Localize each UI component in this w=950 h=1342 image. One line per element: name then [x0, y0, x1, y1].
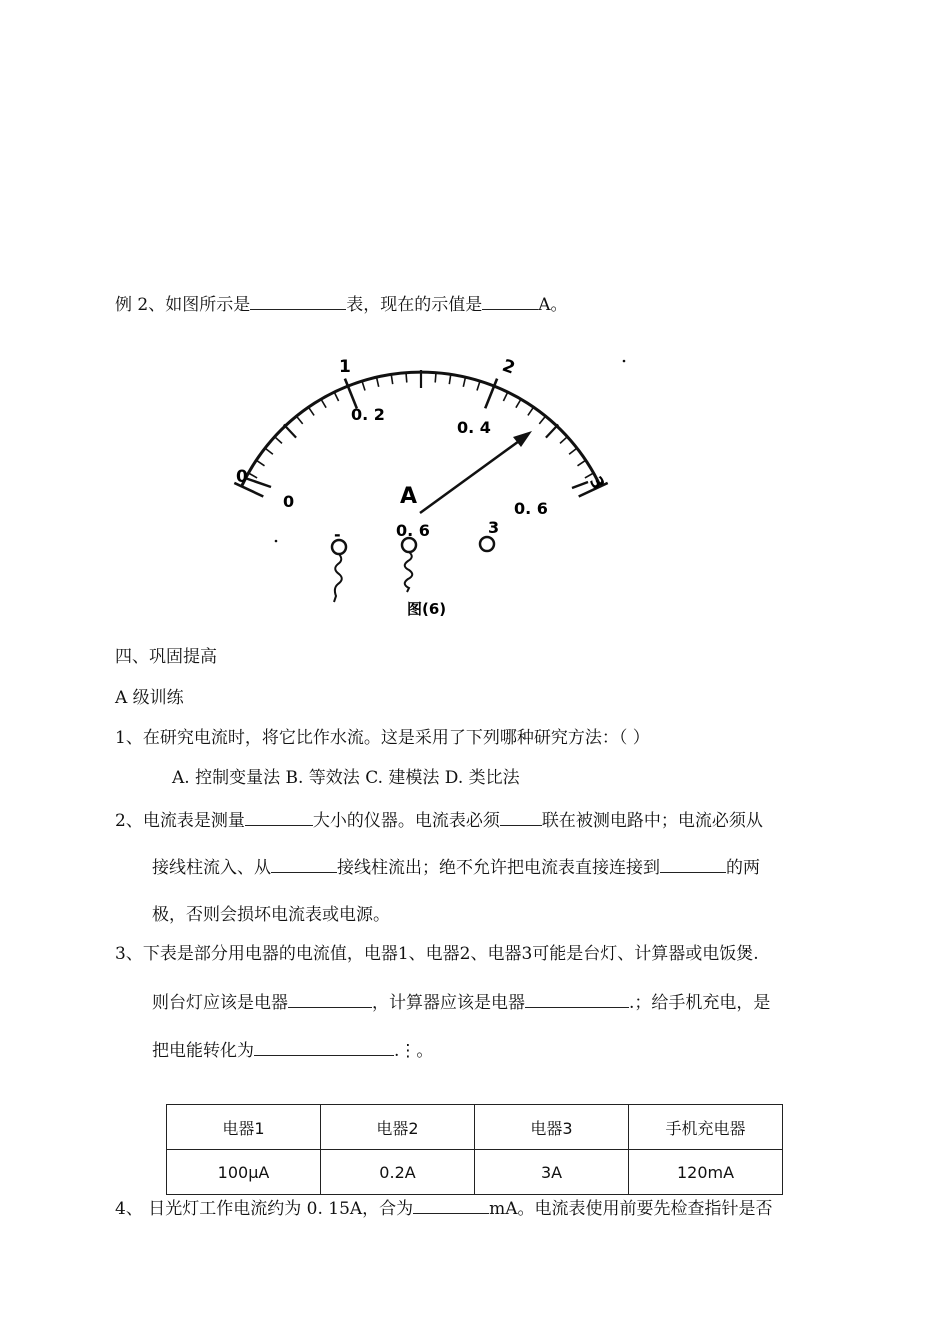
table-header-cell: 电器2 — [321, 1105, 475, 1150]
answer-blank[interactable] — [482, 292, 538, 310]
table-cell: 100μA — [167, 1150, 321, 1195]
scale-label-top-3: 3 — [584, 473, 609, 494]
scale-tick — [463, 377, 465, 387]
scale-tick — [585, 473, 594, 478]
wire-coil-middle — [405, 552, 413, 592]
answer-blank[interactable] — [500, 808, 542, 826]
terminal-label-negative: - — [334, 525, 341, 544]
table-cell: 0.2A — [321, 1150, 475, 1195]
answer-blank[interactable] — [525, 990, 629, 1008]
q2-text: 接线柱流入、从 — [152, 858, 271, 878]
scale-label-top-1: 1 — [339, 357, 351, 377]
question-2-line-1 — [115, 808, 763, 833]
table-header-cell: 手机充电器 — [629, 1105, 783, 1150]
question-3-line-2 — [152, 990, 770, 1015]
wire-coil-left — [334, 554, 342, 602]
example-2-text-c: A。 — [538, 295, 568, 315]
question-3-line-3 — [152, 1038, 433, 1063]
question-3-line-1: 3、下表是部分用电器的电流值，电器1、电器2、电器3可能是台灯、计算器或电饭煲. — [115, 944, 759, 964]
scale-tick — [275, 437, 282, 444]
ammeter-figure — [220, 340, 640, 630]
speck — [623, 360, 626, 363]
ammeter-symbol: A — [400, 484, 418, 509]
terminal-label-0-6: 0. 6 — [396, 521, 430, 540]
scale-tick — [560, 437, 567, 444]
table-header-row — [167, 1105, 783, 1150]
answer-blank[interactable] — [288, 990, 372, 1008]
level-title: A 级训练 — [115, 688, 184, 708]
scale-tick — [256, 460, 264, 466]
q2-text: 2、电流表是测量 — [115, 811, 245, 831]
scale-tick — [248, 473, 257, 478]
q2-text: 的两 — [726, 858, 760, 878]
figure-caption: 图(6) — [407, 600, 447, 618]
scale-arc — [242, 372, 601, 486]
example-2-text-a: 例 2、如图所示是 — [115, 295, 251, 315]
scale-tick — [362, 381, 365, 391]
question-4 — [115, 1196, 773, 1221]
terminal-label-3: 3 — [488, 518, 500, 537]
scale-label-bottom-0: 0 — [283, 492, 295, 511]
scale-label-bottom-2: 0. 4 — [457, 418, 491, 437]
q3-text: 则台灯应该是电器 — [152, 993, 288, 1013]
q4-text: 4、 日光灯工作电流约为 0. 15A，合为 — [115, 1199, 414, 1219]
question-2-line-3: 极，否则会损坏电流表或电源。 — [152, 905, 390, 925]
scale-label-bottom-3: 0. 6 — [514, 499, 548, 518]
q2-text: 接线柱流出；绝不允许把电流表直接连接到 — [337, 858, 660, 878]
q3-text: .；给手机充电，是 — [629, 993, 771, 1013]
question-1: 1、在研究电流时，将它比作水流。这是采用了下列哪种研究方法：（ ） — [115, 728, 650, 748]
answer-blank[interactable] — [250, 292, 346, 310]
scale-tick — [569, 448, 577, 454]
question-2-line-2 — [152, 855, 760, 880]
table-row — [167, 1150, 783, 1195]
meter-scale — [234, 370, 607, 497]
q3-text: 把电能转化为 — [152, 1041, 254, 1061]
question-1-options: A. 控制变量法 B. 等效法 C. 建模法 D. 类比法 — [172, 768, 520, 788]
scale-tick — [477, 381, 480, 391]
q2-text: 大小的仪器。电流表必须 — [312, 811, 500, 831]
example-2-question — [115, 292, 568, 317]
scale-label-top-0: 0 — [236, 467, 248, 487]
scale-left-end — [245, 478, 271, 487]
current-values-table — [166, 1104, 783, 1195]
answer-blank[interactable] — [254, 1038, 394, 1056]
table-cell: 120mA — [629, 1150, 783, 1195]
answer-blank[interactable] — [245, 808, 313, 826]
table-header-cell: 电器3 — [475, 1105, 629, 1150]
scale-tick — [265, 448, 273, 454]
q2-text: 联在被测电路中；电流必须从 — [541, 811, 763, 831]
meter-needle — [420, 436, 526, 513]
scale-tick — [449, 374, 451, 384]
speck — [275, 540, 278, 543]
q3-text: .⋮。 — [394, 1041, 434, 1061]
terminal-0-6 — [402, 538, 416, 552]
table-cell: 3A — [475, 1150, 629, 1195]
scale-label-bottom-1: 0. 2 — [351, 405, 385, 424]
table-header-cell: 电器1 — [167, 1105, 321, 1150]
answer-blank[interactable] — [271, 855, 337, 873]
q4-text: mA。电流表使用前要先检查指针是否 — [489, 1199, 773, 1219]
scale-label-top-2: 2 — [499, 355, 518, 379]
section-title: 四、巩固提高 — [115, 647, 217, 667]
terminal-3 — [480, 537, 494, 551]
q3-text: ，计算器应该是电器 — [372, 993, 525, 1013]
answer-blank[interactable] — [413, 1196, 489, 1214]
scale-tick — [377, 377, 379, 387]
scale-tick — [578, 460, 586, 466]
answer-blank[interactable] — [660, 855, 726, 873]
example-2-text-b: 表，现在的示值是 — [346, 295, 483, 315]
scale-tick — [391, 374, 393, 384]
